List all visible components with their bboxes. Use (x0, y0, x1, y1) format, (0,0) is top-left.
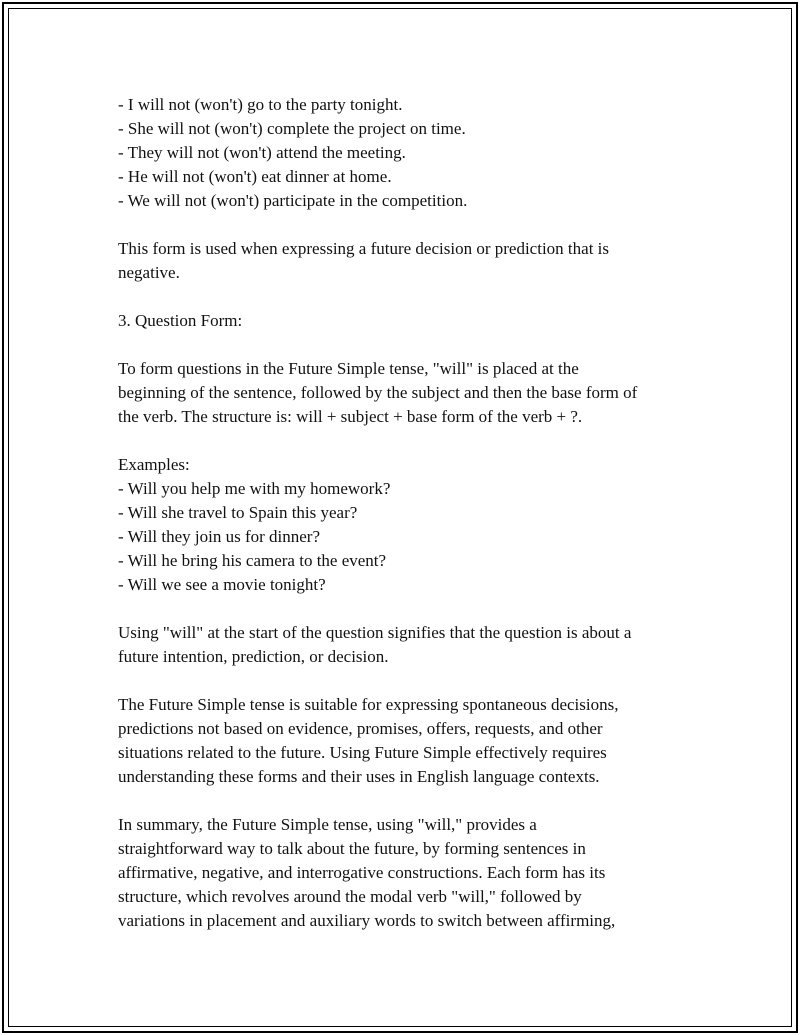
paragraph-line: straightforward way to talk about the future, by forming sentences in (118, 839, 586, 858)
spacer (118, 429, 698, 453)
list-item: - She will not (won't) complete the project on time. (118, 119, 466, 138)
list-item: - Will we see a movie tonight? (118, 575, 326, 594)
usage-paragraph (118, 693, 698, 789)
paragraph-line: Using "will" at the start of the question signifies that the question is about a (118, 623, 632, 642)
spacer (118, 669, 698, 693)
paragraph-line: negative. (118, 263, 180, 282)
paragraph-line: future intention, prediction, or decision. (118, 647, 389, 666)
list-item: - I will not (won't) go to the party tonight. (118, 95, 403, 114)
list-item: - We will not (won't) participate in the competition. (118, 191, 468, 210)
paragraph-line: variations in placement and auxiliary words to switch between affirming, (118, 911, 616, 930)
spacer (118, 213, 698, 237)
list-item: - Will she travel to Spain this year? (118, 503, 358, 522)
paragraph-line: To form questions in the Future Simple tense, "will" is placed at the (118, 359, 579, 378)
paragraph-line: predictions not based on evidence, promises, offers, requests, and other (118, 719, 603, 738)
list-item: - They will not (won't) attend the meeting. (118, 143, 406, 162)
spacer (118, 789, 698, 813)
paragraph-line: situations related to the future. Using Future Simple effectively requires (118, 743, 607, 762)
paragraph-line: the verb. The structure is: will + subject + base form of the verb + ?. (118, 407, 583, 426)
paragraph-line: structure, which revolves around the modal verb "will," followed by (118, 887, 582, 906)
document-body (118, 93, 698, 933)
negative-note-paragraph (118, 237, 698, 285)
spacer (118, 597, 698, 621)
question-intro-paragraph (118, 357, 698, 429)
list-item: - Will he bring his camera to the event? (118, 551, 387, 570)
section-heading: 3. Question Form: (118, 311, 243, 330)
paragraph-line: beginning of the sentence, followed by the subject and then the base form of (118, 383, 638, 402)
examples-label: Examples: (118, 455, 190, 474)
summary-paragraph (118, 813, 698, 933)
paragraph-line: affirmative, negative, and interrogative constructions. Each form has its (118, 863, 606, 882)
list-item: - Will they join us for dinner? (118, 527, 321, 546)
question-note-paragraph (118, 621, 698, 669)
question-examples-list (118, 477, 698, 597)
list-item: - He will not (won't) eat dinner at home. (118, 167, 392, 186)
list-item: - Will you help me with my homework? (118, 479, 391, 498)
negative-examples-list (118, 93, 698, 213)
paragraph-line: understanding these forms and their uses in English language contexts. (118, 767, 600, 786)
paragraph-line: This form is used when expressing a future decision or prediction that is (118, 239, 609, 258)
spacer (118, 285, 698, 309)
spacer (118, 333, 698, 357)
paragraph-line: In summary, the Future Simple tense, using "will," provides a (118, 815, 537, 834)
paragraph-line: The Future Simple tense is suitable for expressing spontaneous decisions, (118, 695, 619, 714)
